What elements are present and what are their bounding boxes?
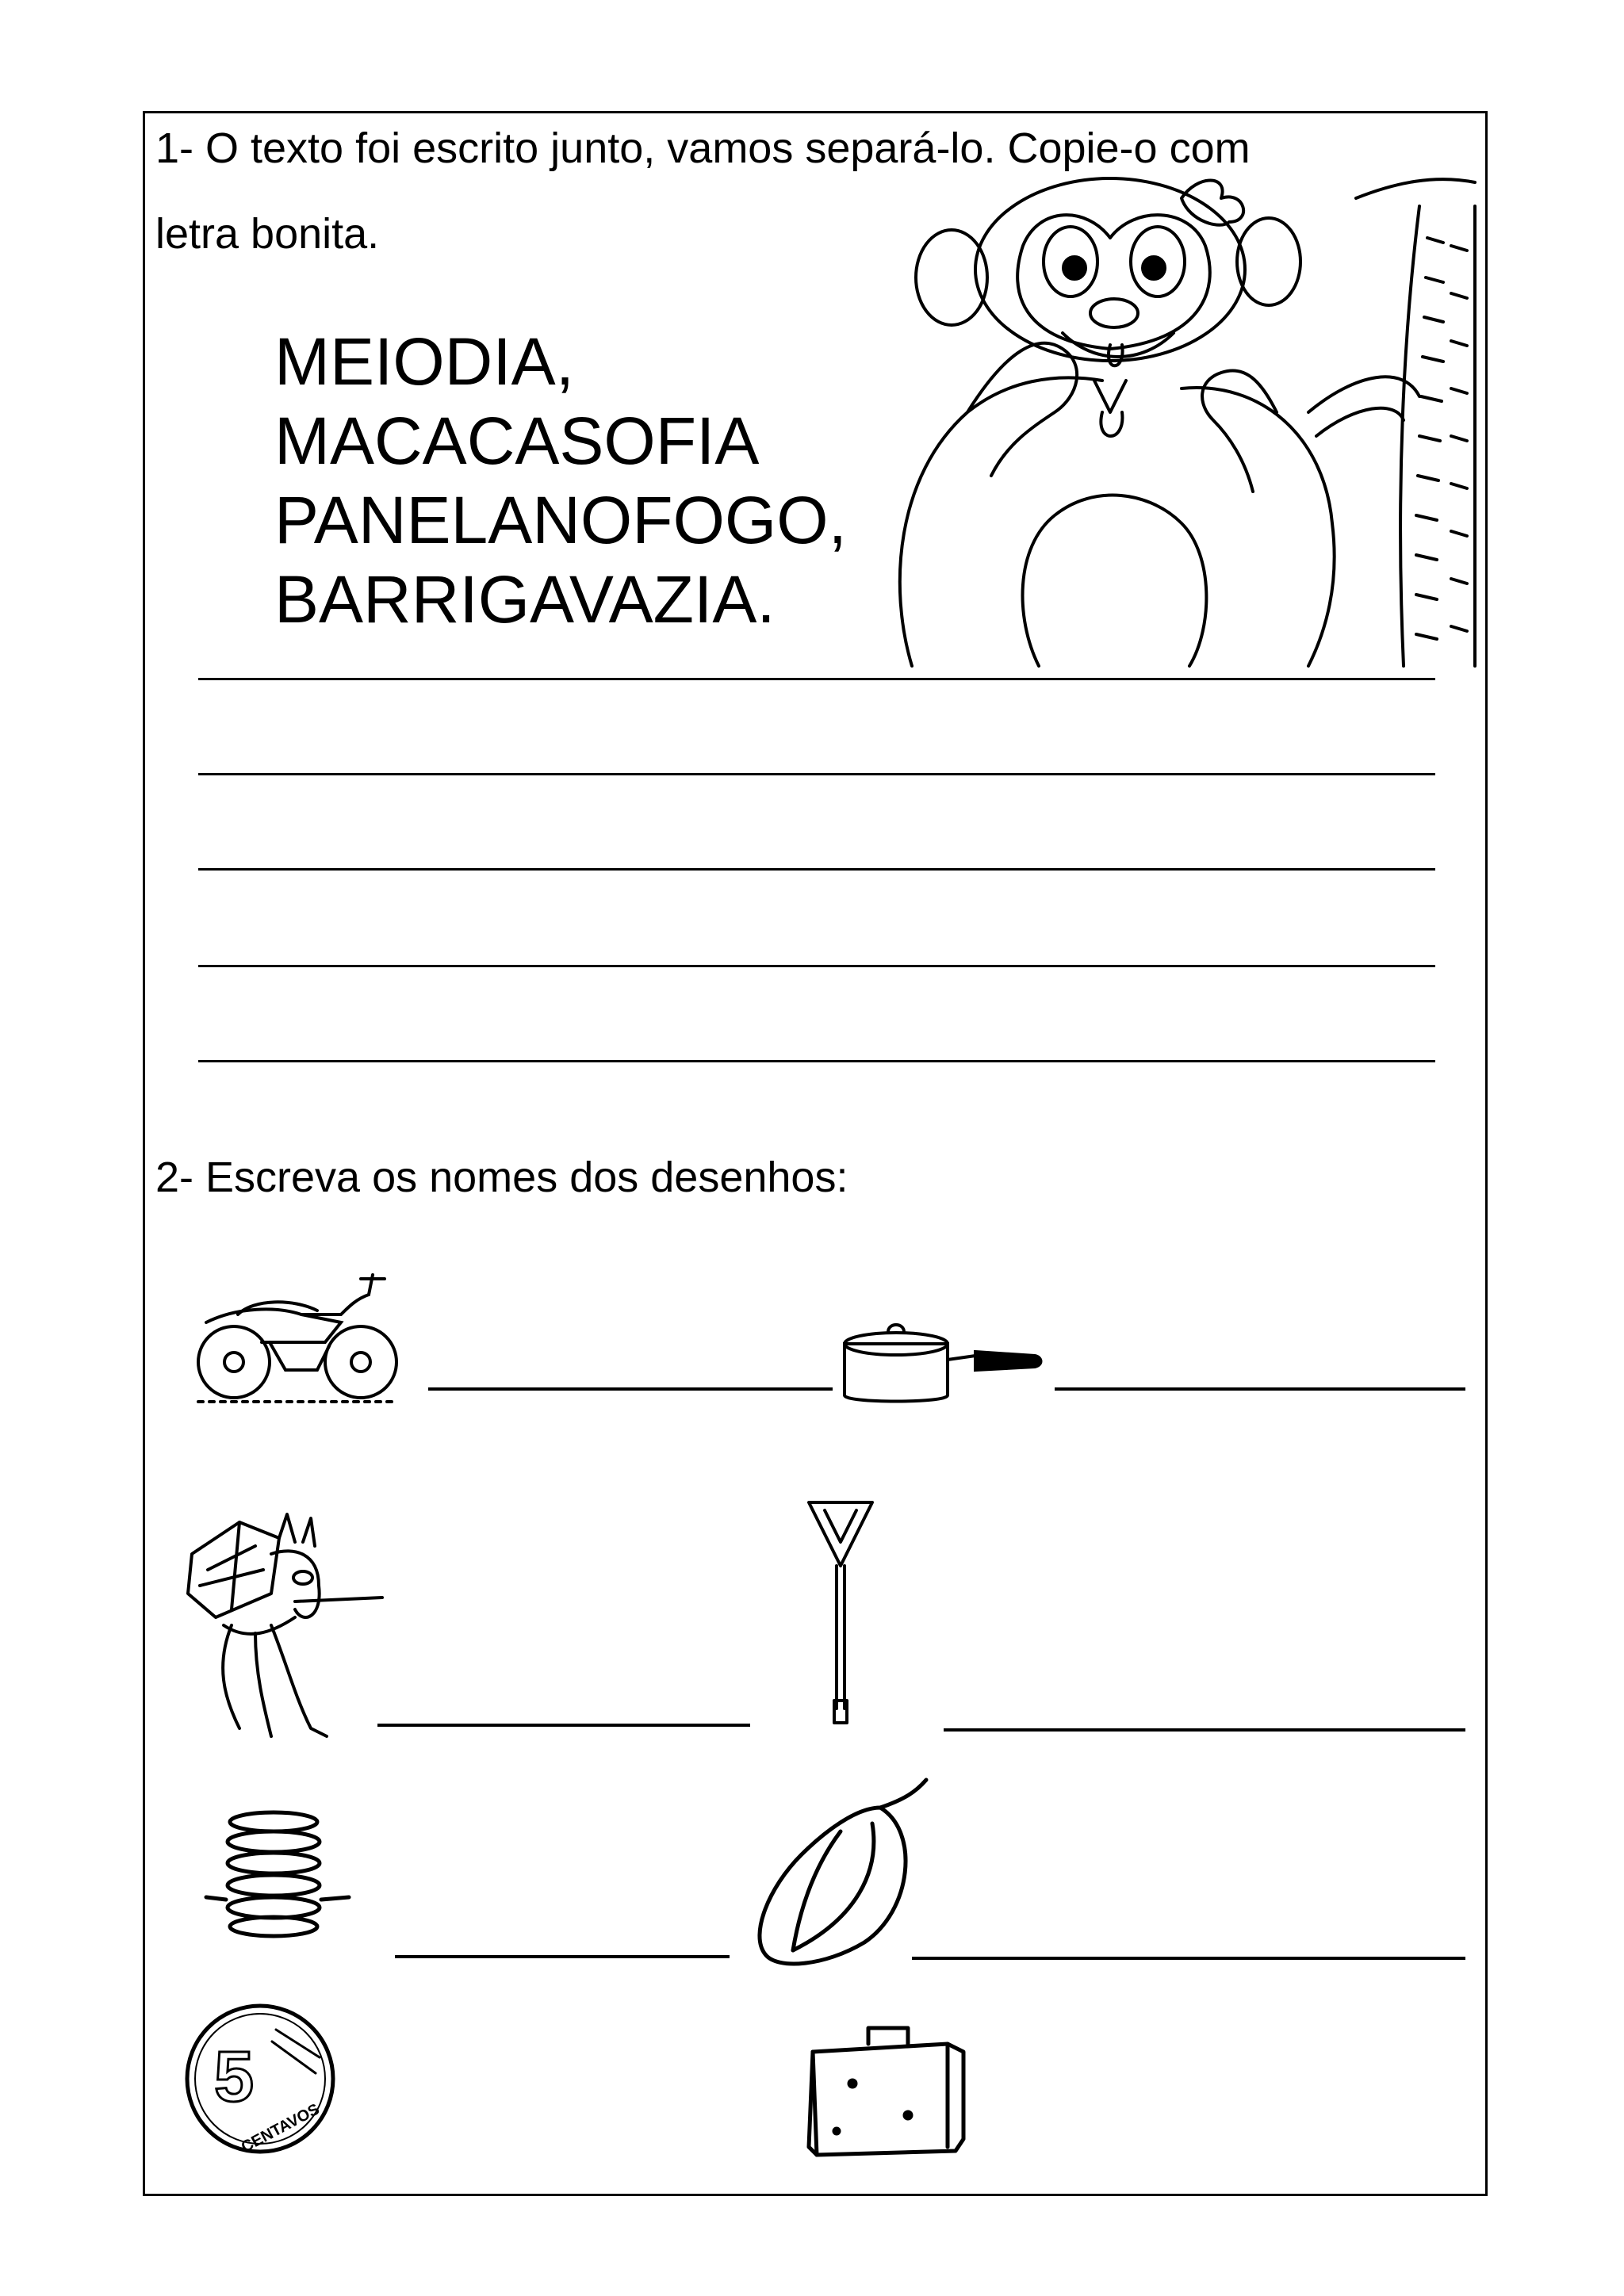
suitcase-icon (805, 2020, 971, 2159)
coin-unit-text: CENTAVOS (238, 2100, 323, 2156)
writing-line[interactable] (198, 1060, 1435, 1062)
answer-line-saucepan[interactable] (1055, 1387, 1465, 1391)
writing-line[interactable] (198, 773, 1435, 775)
monkey-icon (848, 174, 1483, 674)
joined-text-line-1: MEIODIA, (274, 324, 575, 399)
joined-text-line-3: PANELANOFOGO, (274, 483, 847, 557)
question-1-instruction-continued: letra bonita. (155, 210, 380, 258)
joined-text-line-4: BARRIGAVAZIA. (274, 562, 776, 637)
saucepan-icon (837, 1308, 1043, 1407)
answer-line-papaya[interactable] (912, 1957, 1465, 1960)
writing-line[interactable] (198, 868, 1435, 871)
answer-line-donkey[interactable] (377, 1724, 750, 1727)
question-1-instruction: 1- O texto foi escrito junto, vamos separá-lo. Copie-o com (155, 124, 1251, 172)
papaya-icon (745, 1776, 936, 1970)
coin-value-text: 5 (214, 2038, 255, 2117)
coin-icon (181, 1998, 339, 2160)
motorcycle-icon (190, 1267, 404, 1406)
question-2-instruction: 2- Escreva os nomes dos desenhos: (155, 1154, 848, 1201)
answer-line-shovel[interactable] (944, 1728, 1465, 1732)
donkey-icon (184, 1506, 390, 1744)
spring-icon (202, 1806, 353, 1941)
answer-line-motorcycle[interactable] (428, 1387, 833, 1391)
writing-line[interactable] (198, 965, 1435, 967)
joined-text-line-2: MACACASOFIA (274, 404, 760, 478)
answer-line-spring[interactable] (395, 1955, 730, 1958)
writing-line[interactable] (198, 678, 1435, 680)
shovel-icon (793, 1494, 888, 1732)
